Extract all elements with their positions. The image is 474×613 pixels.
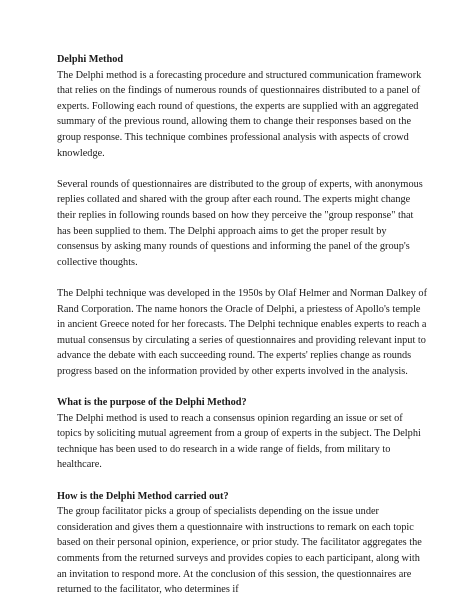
- document-body: [57, 52, 429, 598]
- paragraph-spacer: [57, 161, 429, 177]
- section-heading-purpose: What is the purpose of the Delphi Method?: [57, 397, 247, 409]
- paragraph-history: The Delphi technique was developed in the 1950s by Olaf Helmer and Norman Dalkey of Rand Corporation. The name honors the Oracle of Delphi, a priestess of Apollo's temple in ancient Greece noted for her forecasts. The Delphi technique enables experts to reach a mutual consensus by circulating a series of questionnaires and providing relevant input to advance the debate with each succeeding round. The experts' replies change as rounds progress based on the information provided by other experts involved in the analysis.: [57, 287, 428, 377]
- section-heading-process: How is the Delphi Method carried out?: [57, 490, 229, 502]
- paragraph-process: The group facilitator picks a group of specialists depending on the issue under consideration and gives them a questionnaire with instructions to remark on each topic based on their personal opinion, experience, or prior study. The facilitator aggregates the comments from the returned surveys and provides copies to each participant, along with an invitation to respond more. At the conclusion of this session, the questionnaires are returned to the facilitator, who determines if: [57, 506, 422, 596]
- paragraph-purpose: The Delphi method is used to reach a consensus opinion regarding an issue or set of topics by soliciting mutual agreement from a group of experts in the subject. The Delphi technique has been used to do research in a wide range of fields, from military to healthcare.: [57, 412, 421, 471]
- document-title: Delphi Method: [57, 54, 124, 65]
- paragraph-rounds: Several rounds of questionnaires are distributed to the group of experts, with anonymous replies collated and shared with the group after each round. The experts might change their replies in following rounds based on how they perceive the "group response" that has been supplied to them. The Delphi approach aims to get the proper result by consensus by asking many rounds of questions and informing the panel of the group's collective thoughts.: [57, 178, 423, 268]
- paragraph-definition: The Delphi method is a forecasting procedure and structured communication framework that relies on the findings of numerous rounds of questionnaires distributed to a panel of experts. Following each round of questions, the experts are supplied with an aggregated summary of the previous round, allowing them to change their responses based on the group response. This technique combines professional analysis with aspects of crowd knowledge.: [57, 69, 422, 159]
- paragraph-spacer: [57, 270, 429, 286]
- paragraph-spacer: [57, 473, 429, 489]
- paragraph-spacer: [57, 379, 429, 395]
